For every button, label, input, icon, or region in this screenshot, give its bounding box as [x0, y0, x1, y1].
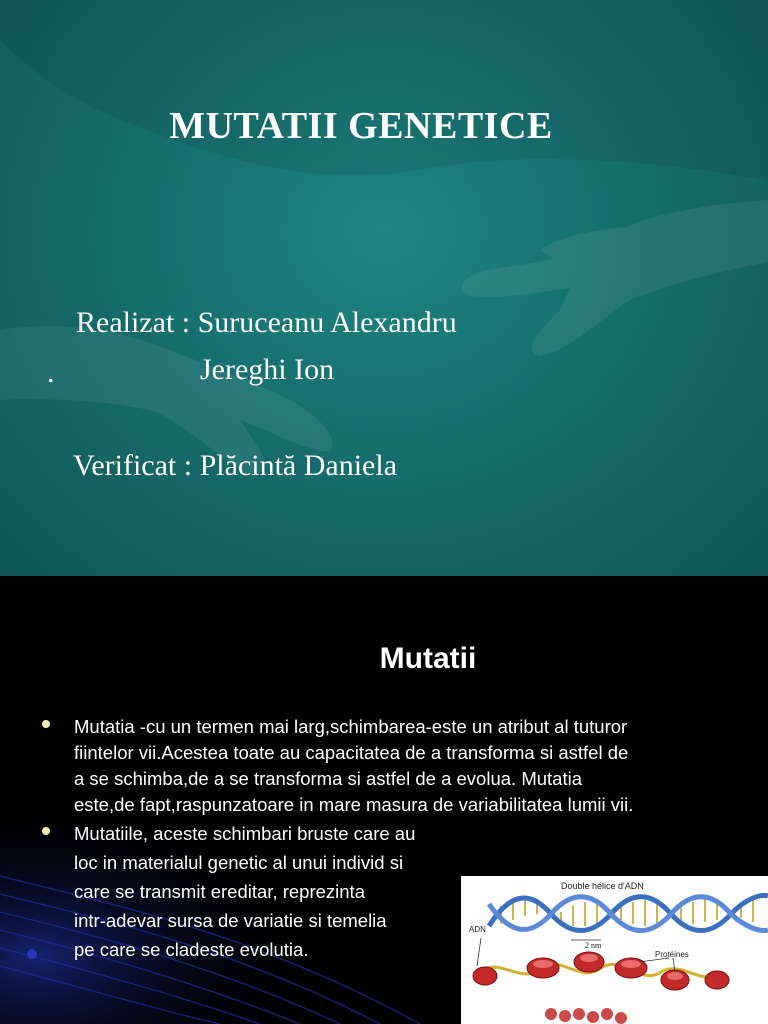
- paragraph-line: fiintelor vii.Acestea toate au capacitatea de a transforma si astfel de: [74, 742, 629, 763]
- paragraph-line: Mutatia -cu un termen mai larg,schimbarea-este un atribut al tuturor: [74, 716, 628, 737]
- dna-figure: [461, 876, 768, 1024]
- paragraph-line: pe care se cladeste evolutia.: [74, 939, 309, 960]
- dna-illustration: [461, 876, 768, 1024]
- paragraph-line: care se transmit ereditar, reprezinta: [74, 881, 365, 902]
- figure-label-adn: ADN: [469, 925, 486, 934]
- paragraph-line: Mutatiile, aceste schimbari bruste care au: [74, 823, 416, 844]
- bullet-icon: [42, 720, 50, 728]
- paragraph-line: a se schimba,de a se transforma si astfel de a evolua. Mutatia: [74, 768, 582, 789]
- paragraph-line: este,de fapt,raspunzatoare in mare masura de variabilitatea lumii vii.: [74, 794, 634, 815]
- author-line: Realizat : Suruceanu Alexandru: [76, 306, 457, 339]
- figure-label-title: Double hélice d'ADN: [561, 881, 644, 891]
- second-author: Jereghi Ion: [200, 353, 335, 386]
- content-slide: [0, 576, 768, 1024]
- figure-label-nm: 2 nm: [585, 941, 602, 950]
- presentation-title: MUTATII GENETICE: [169, 105, 553, 147]
- double-helix: [477, 896, 768, 966]
- figure-label-proteines: Protéines: [655, 950, 689, 959]
- paragraph-line: intr-adevar sursa de variatie si temelia: [74, 910, 387, 931]
- bullet-paragraph-2: [74, 819, 415, 964]
- stray-dot: .: [47, 356, 55, 389]
- paragraph-line: loc in materialul genetic al unui individ si: [74, 852, 404, 873]
- bullet-paragraph-1: [74, 714, 633, 818]
- bullet-icon: [42, 827, 50, 835]
- slide-heading: Mutatii: [379, 642, 477, 675]
- nucleosome-chain: [473, 952, 729, 1024]
- verifier-line: Verificat : Plăcintă Daniela: [73, 449, 398, 482]
